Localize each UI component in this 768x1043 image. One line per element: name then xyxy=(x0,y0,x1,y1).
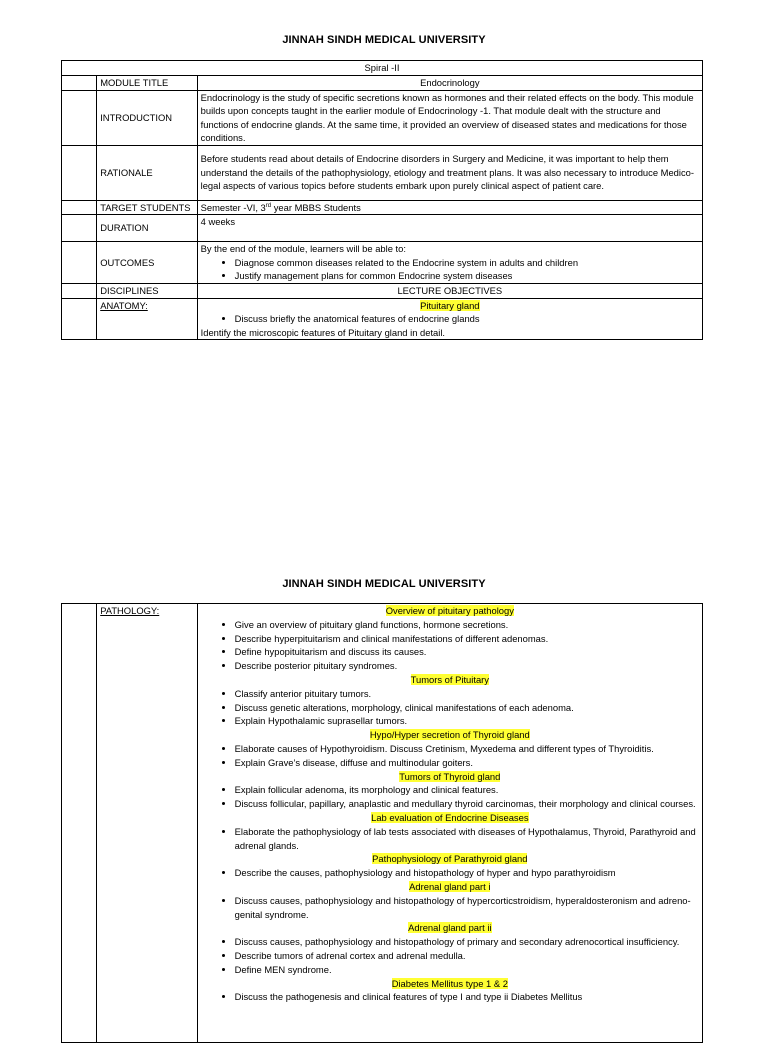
objective-item: • Elaborate causes of Hypothyroidism. Discuss Cretinism, Myxedema and different types of Thyroiditis. xyxy=(235,742,699,756)
anatomy-label: ANATOMY: xyxy=(100,299,148,311)
anatomy-label-cell xyxy=(97,298,197,340)
section-heading: Diabetes Mellitus type 1 & 2 xyxy=(391,977,508,989)
page-title: JINNAH SINDH MEDICAL UNIVERSITY xyxy=(282,34,486,46)
module-title-label: MODULE TITLE xyxy=(97,76,197,91)
section-heading: Overview of pituitary pathology xyxy=(385,605,514,616)
objective-item: • Discuss causes, pathophysiology and histopathology of hypercorticstroidism, hyperaldosteronism and adreno-genital syndrome. xyxy=(235,894,699,922)
objective-item: • Describe posterior pituitary syndromes. xyxy=(235,659,699,673)
objective-item: • Define MEN syndrome. xyxy=(235,963,699,977)
disciplines-label: DISCIPLINES xyxy=(97,284,197,299)
objective-item: • Elaborate the pathophysiology of lab tests associated with diseases of Hypothalamus, Thyroid, Parathyroid and adrenal glands. xyxy=(235,825,699,853)
objective-item: • Discuss genetic alterations, morphology, clinical manifestations of each adenoma. xyxy=(235,701,699,715)
objective-item: • Explain Grave’s disease, diffuse and multinodular goiters. xyxy=(235,756,699,770)
module-title-value: Endocrinology xyxy=(197,76,702,91)
anatomy-extra: Identify the microscopic features of Pituitary gland in detail. xyxy=(200,326,446,338)
objective-item: • Describe hyperpituitarism and clinical manifestations of different adenomas. xyxy=(235,632,699,646)
objective-item: • Explain Hypothalamic suprasellar tumors. xyxy=(235,714,699,728)
spiral-cell: Spiral -II xyxy=(62,61,703,76)
outcomes-intro: By the end of the module, learners will be able to: xyxy=(200,243,406,255)
anatomy-item: • Discuss briefly the anatomical features of endocrine glands xyxy=(235,312,699,326)
duration-value: 4 weeks xyxy=(197,215,702,242)
pathology-table xyxy=(61,603,703,1043)
introduction-text: Endocrinology is the study of specific secretions known as hormones and their related effects on the body. This module builds upon concepts taught in the earlier module of Endocrinology -1. That module dealt with the structure and functions of endocrine glands. At the same time, it provided an overview of diseased states and medications for those conditions. xyxy=(197,90,702,145)
lecture-objectives-header: LECTURE OBJECTIVES xyxy=(197,284,702,299)
anatomy-heading: Pituitary gland xyxy=(420,299,480,311)
pathology-label: PATHOLOGY: xyxy=(100,605,160,616)
section-heading: Tumors of Pituitary xyxy=(410,673,489,685)
objective-item: • Discuss causes, pathophysiology and histopathology of primary and secondary adrenocortical insufficiency. xyxy=(235,935,699,949)
section-heading: Hypo/Hyper secretion of Thyroid gland xyxy=(369,729,530,741)
section-heading: Lab evaluation of Endocrine Diseases xyxy=(371,811,529,823)
outcome-item: • Diagnose common diseases related to the Endocrine system in adults and children xyxy=(235,256,699,270)
outcomes-cell xyxy=(197,242,702,284)
target-students-value: Semester -VI, 3rd year MBBS Students xyxy=(197,200,702,215)
objective-item: • Describe the causes, pathophysiology and histopathology of hyper and hypo parathyroidism xyxy=(235,866,699,880)
pathology-cell xyxy=(197,604,702,1043)
anatomy-cell xyxy=(197,298,702,340)
module-table xyxy=(61,60,703,340)
section-heading: Adrenal gland part i xyxy=(409,880,491,892)
rationale-text: Before students read about details of Endocrine disorders in Surgery and Medicine, it was important to help them understand the details of the pathophysiology, etiology and treatment plans. It was also necessary to introduce Medico-legal aspects of various topics before students embark upon purely clinical aspect of patient care. xyxy=(197,145,702,200)
outcome-item: • Justify management plans for common Endocrine system diseases xyxy=(235,269,699,283)
outcomes-label: OUTCOMES xyxy=(97,242,197,284)
target-students-label: TARGET STUDENTS xyxy=(97,200,197,215)
objective-item: • Define hypopituitarism and discuss its causes. xyxy=(235,645,699,659)
objective-item: • Give an overview of pituitary gland functions, hormone secretions. xyxy=(235,618,699,632)
section-heading: Pathophysiology of Parathyroid gland xyxy=(372,853,528,865)
objective-item: • Discuss follicular, papillary, anaplastic and medullary thyroid carcinomas, their morphology and clinical courses. xyxy=(235,797,699,811)
duration-label: DURATION xyxy=(97,215,197,242)
page-title-2: JINNAH SINDH MEDICAL UNIVERSITY xyxy=(282,578,486,590)
objective-item: • Explain follicular adenoma, its morphology and clinical features. xyxy=(235,783,699,797)
introduction-label: INTRODUCTION xyxy=(97,90,197,145)
section-heading: Tumors of Thyroid gland xyxy=(399,770,501,782)
rationale-label: RATIONALE xyxy=(97,145,197,200)
pathology-label-cell xyxy=(97,604,197,1043)
section-heading: Adrenal gland part ii xyxy=(408,922,492,934)
objective-item: • Discuss the pathogenesis and clinical features of type I and type ii Diabetes Mellitus xyxy=(235,990,699,1004)
objective-item: • Describe tumors of adrenal cortex and adrenal medulla. xyxy=(235,949,699,963)
objective-item: • Classify anterior pituitary tumors. xyxy=(235,687,699,701)
